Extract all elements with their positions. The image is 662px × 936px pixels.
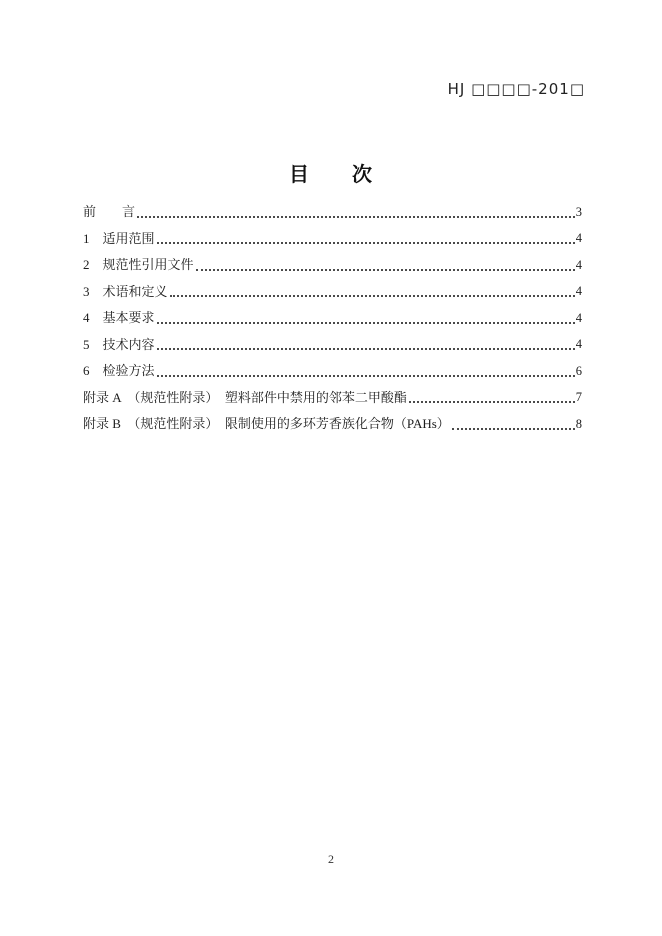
toc-entry-page-number: 8	[575, 416, 582, 431]
toc-entry-label: 6 检验方法	[83, 363, 155, 379]
toc-row	[83, 223, 582, 250]
toc-entry-label: 2 规范性引用文件	[83, 257, 194, 273]
dotted-leader	[452, 428, 575, 430]
toc-entry-page-number: 4	[575, 284, 582, 299]
toc-entry-page-number: 6	[575, 363, 582, 378]
toc-entry-page-number: 4	[575, 337, 582, 352]
toc-row	[83, 276, 582, 303]
toc-entry-page-number: 4	[575, 231, 582, 246]
dotted-leader	[157, 242, 575, 244]
toc-entry-label: 5 技术内容	[83, 336, 155, 352]
toc-entry-label: 附录 B （规范性附录） 限制使用的多环芳香族化合物（PAHs）	[83, 416, 450, 432]
toc-row	[83, 302, 582, 329]
toc-row	[83, 408, 582, 435]
toc-entry-page-number: 3	[575, 204, 582, 219]
dotted-leader	[157, 375, 575, 377]
toc-row	[83, 329, 582, 356]
toc-row	[83, 249, 582, 276]
toc-entry-label: 3 术语和定义	[83, 283, 168, 299]
toc-entry-page-number: 7	[575, 390, 582, 405]
toc-row	[83, 382, 582, 409]
toc-entry-label: 前 言	[83, 204, 136, 220]
toc-list	[83, 196, 582, 435]
page-title: 目 次	[289, 164, 373, 186]
toc-entry-page-number: 4	[575, 257, 582, 272]
toc-entry-label: 4 基本要求	[83, 310, 155, 326]
dotted-leader	[157, 322, 575, 324]
standard-number-header: HJ □□□□-201□	[447, 80, 585, 98]
dotted-leader	[409, 401, 575, 403]
toc-row	[83, 196, 582, 223]
dotted-leader	[137, 216, 575, 218]
toc-entry-label: 1 适用范围	[83, 230, 155, 246]
toc-entry-page-number: 4	[575, 310, 582, 325]
dotted-leader	[157, 348, 575, 350]
toc-entry-label: 附录 A （规范性附录） 塑料部件中禁用的邻苯二甲酸酯	[83, 389, 407, 405]
footer-page-number: 2	[328, 852, 334, 866]
dotted-leader	[170, 295, 575, 297]
toc-row	[83, 355, 582, 382]
dotted-leader	[196, 269, 575, 271]
